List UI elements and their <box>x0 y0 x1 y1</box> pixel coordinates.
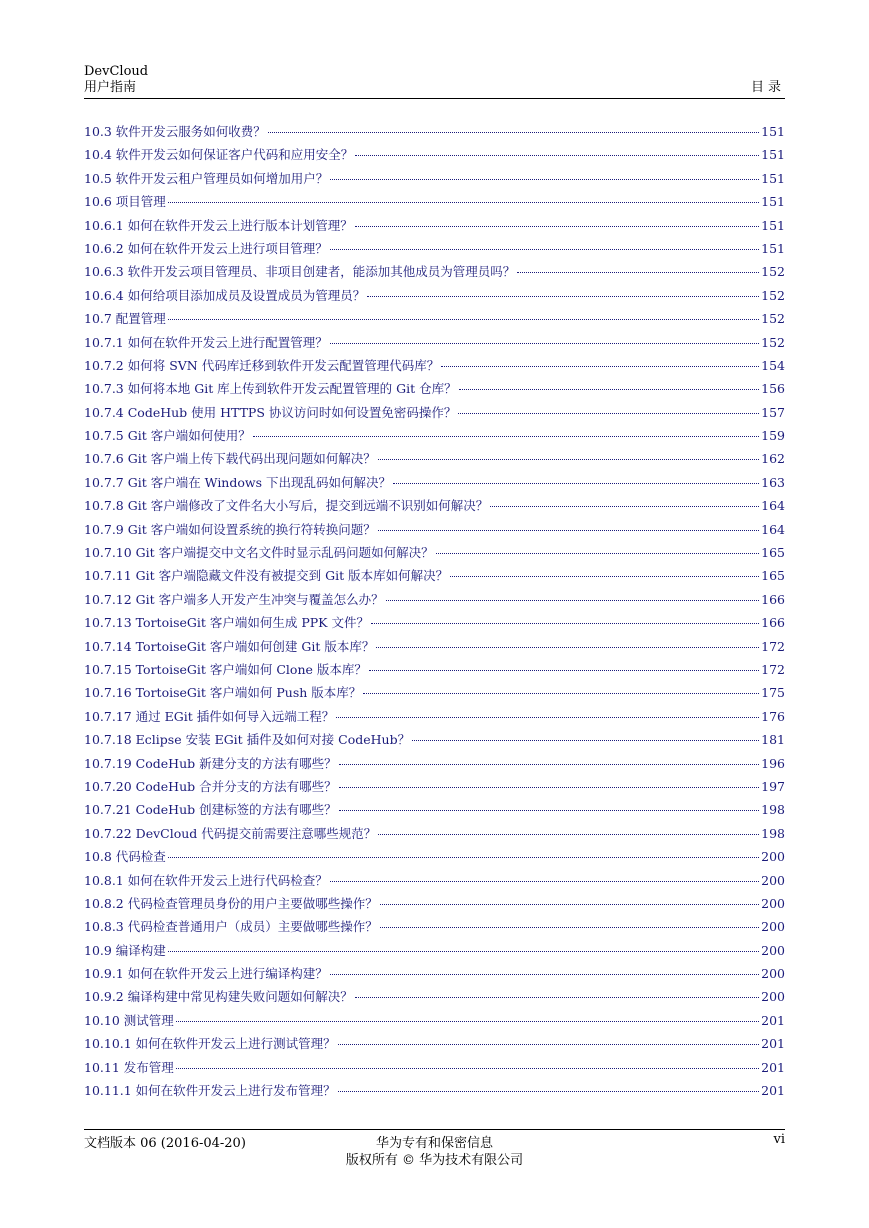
toc-entry-page-number[interactable]: 164 <box>761 498 785 514</box>
toc-entry-title[interactable]: 10.7.19 CodeHub 新建分支的方法有哪些？ <box>84 755 337 771</box>
toc-dot-leader <box>338 1044 759 1045</box>
toc-entry[interactable] <box>84 962 785 985</box>
header-guide-title: 用户指南 <box>84 80 137 95</box>
toc-entry[interactable] <box>84 1056 785 1079</box>
toc-entry-title[interactable]: 10.7.2 如何将 SVN 代码库迁移到软件开发云配置管理代码库？ <box>84 357 440 373</box>
toc-dot-leader <box>339 764 760 765</box>
toc-dot-leader <box>378 530 759 531</box>
toc-entry[interactable] <box>84 658 785 681</box>
toc-entry-title[interactable]: 10.6.2 如何在软件开发云上进行项目管理？ <box>84 240 328 256</box>
toc-entry-page-number[interactable]: 151 <box>761 170 785 186</box>
toc-entry[interactable] <box>84 354 785 377</box>
toc-entry-title[interactable]: 10.7.20 CodeHub 合并分支的方法有哪些？ <box>84 778 337 794</box>
toc-dot-leader <box>339 810 760 811</box>
toc-entry-page-number[interactable]: 151 <box>761 194 785 210</box>
toc-entry-title[interactable]: 10.7.15 TortoiseGit 客户端如何 Clone 版本库？ <box>84 661 367 677</box>
toc-dot-leader <box>168 951 759 952</box>
toc-entry-title[interactable]: 10.7.16 TortoiseGit 客户端如何 Push 版本库？ <box>84 685 362 701</box>
toc-entry-page-number[interactable]: 151 <box>761 240 785 256</box>
toc-entry[interactable] <box>84 237 785 260</box>
toc-entry-page-number[interactable]: 200 <box>761 849 785 865</box>
toc-entry[interactable] <box>84 635 785 658</box>
toc-entry-page-number[interactable]: 196 <box>761 755 785 771</box>
page-header <box>84 64 785 99</box>
toc-entry-title[interactable]: 10.7.3 如何将本地 Git 库上传到软件开发云配置管理的 Git 仓库？ <box>84 381 457 397</box>
toc-entry-page-number[interactable]: 172 <box>761 661 785 677</box>
toc-entry[interactable] <box>84 564 785 587</box>
toc-entry-title[interactable]: 10.9.2 编译构建中常见构建失败问题如何解决？ <box>84 989 353 1005</box>
toc-entry-page-number[interactable]: 166 <box>761 591 785 607</box>
toc-entry-title[interactable]: 10.7.10 Git 客户端提交中文名文件时显示乱码问题如何解决？ <box>84 545 434 561</box>
page-footer <box>84 1129 785 1170</box>
footer-page-number: vi <box>773 1132 785 1147</box>
toc-entry[interactable] <box>84 1009 785 1032</box>
toc-dot-leader <box>338 1091 759 1092</box>
toc-entry-title[interactable]: 10.7.22 DevCloud 代码提交前需要注意哪些规范？ <box>84 825 377 841</box>
toc-dot-leader <box>378 834 759 835</box>
toc-entry-title[interactable]: 10.11 发布管理 <box>84 1059 174 1075</box>
toc-entry-title[interactable]: 10.9.1 如何在软件开发云上进行编译构建？ <box>84 966 328 982</box>
toc-entry[interactable] <box>84 588 785 611</box>
toc-entry-page-number[interactable]: 172 <box>761 638 785 654</box>
toc-entry[interactable] <box>84 447 785 470</box>
toc-entry-page-number[interactable]: 201 <box>761 1012 785 1028</box>
toc-entry-title[interactable]: 10.7.7 Git 客户端在 Windows 下出现乱码如何解决？ <box>84 474 391 490</box>
toc-entry-page-number[interactable]: 201 <box>761 1059 785 1075</box>
toc-entry[interactable] <box>84 892 785 915</box>
toc-entry-page-number[interactable]: 165 <box>761 545 785 561</box>
toc-entry-page-number[interactable]: 201 <box>761 1083 785 1099</box>
toc-dot-leader <box>168 319 759 320</box>
toc-entry-title[interactable]: 10.7.6 Git 客户端上传下载代码出现问题如何解决？ <box>84 451 376 467</box>
toc-entry-title[interactable]: 10.7.11 Git 客户端隐藏文件没有被提交到 Git 版本库如何解决？ <box>84 568 449 584</box>
toc-entry-page-number[interactable]: 197 <box>761 778 785 794</box>
toc-entry-page-number[interactable]: 162 <box>761 451 785 467</box>
toc-entry[interactable] <box>84 377 785 400</box>
toc-entry[interactable] <box>84 167 785 190</box>
toc-dot-leader <box>450 576 759 577</box>
toc-entry[interactable] <box>84 822 785 845</box>
toc-entry-title[interactable]: 10.6.1 如何在软件开发云上进行版本计划管理？ <box>84 217 353 233</box>
toc-dot-leader <box>380 927 759 928</box>
toc-entry-page-number[interactable]: 166 <box>761 615 785 631</box>
toc-entry-title[interactable]: 10.6 项目管理 <box>84 194 166 210</box>
toc-entry-title[interactable]: 10.6.4 如何给项目添加成员及设置成员为管理员？ <box>84 287 366 303</box>
toc-entry-page-number[interactable]: 156 <box>761 381 785 397</box>
toc-entry[interactable] <box>84 541 785 564</box>
toc-entry[interactable] <box>84 728 785 751</box>
toc-entry[interactable] <box>84 869 785 892</box>
toc-entry-page-number[interactable]: 151 <box>761 217 785 233</box>
toc-entry-page-number[interactable]: 201 <box>761 1036 785 1052</box>
toc-entry-page-number[interactable]: 152 <box>761 264 785 280</box>
toc-entry-page-number[interactable]: 152 <box>761 287 785 303</box>
toc-dot-leader <box>436 553 759 554</box>
toc-entry[interactable] <box>84 939 785 962</box>
toc-entry-title[interactable]: 10.7.9 Git 客户端如何设置系统的换行符转换问题？ <box>84 521 376 537</box>
toc-entry[interactable] <box>84 284 785 307</box>
toc-entry-page-number[interactable]: 151 <box>761 147 785 163</box>
toc-dot-leader <box>330 179 759 180</box>
toc-dot-leader <box>330 881 759 882</box>
toc-entry-title[interactable]: 10.11.1 如何在软件开发云上进行发布管理？ <box>84 1083 336 1099</box>
footer-confidential-notice: 华为专有和保密信息 <box>375 1136 493 1151</box>
toc-dot-leader <box>386 600 759 601</box>
toc-entry-title[interactable]: 10.7.21 CodeHub 创建标签的方法有哪些？ <box>84 802 337 818</box>
toc-dot-leader <box>330 249 759 250</box>
toc-entry-page-number[interactable]: 154 <box>761 357 785 373</box>
toc-entry[interactable] <box>84 214 785 237</box>
toc-dot-leader <box>253 436 759 437</box>
toc-entry-page-number[interactable]: 200 <box>761 942 785 958</box>
toc-dot-leader <box>176 1021 759 1022</box>
toc-entry-title[interactable]: 10.10.1 如何在软件开发云上进行测试管理？ <box>84 1036 336 1052</box>
toc-entry-title[interactable]: 10.8.3 代码检查普通用户（成员）主要做哪些操作？ <box>84 919 378 935</box>
toc-entry-title[interactable]: 10.7.1 如何在软件开发云上进行配置管理？ <box>84 334 328 350</box>
toc-entry-title[interactable]: 10.7 配置管理 <box>84 311 166 327</box>
toc-entry-page-number[interactable]: 198 <box>761 802 785 818</box>
toc-dot-leader <box>367 296 759 297</box>
toc-dot-leader <box>176 1068 759 1069</box>
toc-entry[interactable] <box>84 260 785 283</box>
toc-entry-title[interactable]: 10.3 软件开发云服务如何收费？ <box>84 124 266 139</box>
toc-dot-leader <box>330 343 759 344</box>
toc-entry-page-number[interactable]: 163 <box>761 474 785 490</box>
toc-dot-leader <box>490 506 759 507</box>
toc-entry[interactable] <box>84 120 785 143</box>
toc-entry-title[interactable]: 10.7.5 Git 客户端如何使用？ <box>84 428 251 444</box>
toc-entry-page-number[interactable]: 176 <box>761 708 785 724</box>
toc-dot-leader <box>458 413 759 414</box>
toc-dot-leader <box>517 272 759 273</box>
toc-entry-title[interactable]: 10.6.3 软件开发云项目管理员、非项目创建者，能添加其他成员为管理员吗？ <box>84 264 516 280</box>
toc-dot-leader <box>330 974 759 975</box>
toc-dot-leader <box>168 202 759 203</box>
toc-entry[interactable] <box>84 143 785 166</box>
toc-entry[interactable] <box>84 1079 785 1102</box>
toc-entry-page-number[interactable]: 200 <box>761 872 785 888</box>
toc-entry[interactable] <box>84 845 785 868</box>
toc-entry-title[interactable]: 10.5 软件开发云租户管理员如何增加用户？ <box>84 170 329 186</box>
toc-entry-title[interactable]: 10.7.17 通过 EGit 插件如何导入远端工程？ <box>84 708 335 724</box>
toc-entry[interactable] <box>84 681 785 704</box>
toc-dot-leader <box>412 740 759 741</box>
toc-entry[interactable] <box>84 705 785 728</box>
toc-dot-leader <box>393 483 759 484</box>
header-section-title: 目录 <box>750 80 785 95</box>
toc-entry-page-number[interactable]: 159 <box>761 428 785 444</box>
toc-dot-leader <box>459 389 760 390</box>
toc-entry-page-number[interactable]: 152 <box>761 334 785 350</box>
toc-entry-title[interactable]: 10.7.14 TortoiseGit 客户端如何创建 Git 版本库？ <box>84 638 375 654</box>
toc-dot-leader <box>339 787 760 788</box>
toc-entry[interactable] <box>84 915 785 938</box>
toc-entry[interactable] <box>84 190 785 213</box>
toc-dot-leader <box>363 693 759 694</box>
toc-entry[interactable] <box>84 752 785 775</box>
toc-dot-leader <box>336 717 759 718</box>
toc-entry-page-number[interactable]: 157 <box>761 404 785 420</box>
toc-entry[interactable] <box>84 331 785 354</box>
toc-entry[interactable] <box>84 401 785 424</box>
footer-copyright: 版权所有 © 华为技术有限公司 <box>345 1153 524 1168</box>
toc-entry[interactable] <box>84 798 785 821</box>
toc-entry-page-number[interactable]: 198 <box>761 825 785 841</box>
toc-entry-title[interactable]: 10.10 测试管理 <box>84 1012 174 1028</box>
toc-dot-leader <box>168 857 759 858</box>
toc-entry-page-number[interactable]: 181 <box>761 732 785 748</box>
toc-dot-leader <box>369 670 759 671</box>
footer-doc-version: 文档版本 06 (2016-04-20) <box>84 1136 246 1151</box>
toc-dot-leader <box>380 904 759 905</box>
toc-entry-title[interactable]: 10.4 软件开发云如何保证客户代码和应用安全？ <box>84 147 354 163</box>
toc-entry-title[interactable]: 10.9 编译构建 <box>84 942 166 958</box>
toc-entry-page-number[interactable]: 200 <box>761 919 785 935</box>
table-of-contents <box>84 120 785 1102</box>
toc-entry-title[interactable]: 10.7.4 CodeHub 使用 HTTPS 协议访问时如何设置免密码操作？ <box>84 404 457 420</box>
toc-entry[interactable] <box>84 985 785 1008</box>
toc-entry[interactable] <box>84 1032 785 1055</box>
toc-entry[interactable] <box>84 494 785 517</box>
toc-entry-title[interactable]: 10.7.13 TortoiseGit 客户端如何生成 PPK 文件？ <box>84 615 369 631</box>
toc-entry[interactable] <box>84 611 785 634</box>
toc-entry-page-number[interactable]: 152 <box>761 311 785 327</box>
toc-entry[interactable] <box>84 775 785 798</box>
toc-entry[interactable] <box>84 424 785 447</box>
toc-dot-leader <box>441 366 759 367</box>
toc-entry-page-number[interactable]: 200 <box>761 989 785 1005</box>
toc-entry-title[interactable]: 10.8 代码检查 <box>84 849 166 865</box>
toc-entry-page-number[interactable]: 200 <box>761 895 785 911</box>
toc-entry-title[interactable]: 10.7.12 Git 客户端多人开发产生冲突与覆盖怎么办？ <box>84 591 384 607</box>
toc-entry[interactable] <box>84 518 785 541</box>
toc-dot-leader <box>355 226 759 227</box>
toc-dot-leader <box>355 997 759 998</box>
toc-dot-leader <box>355 155 759 156</box>
toc-entry[interactable] <box>84 471 785 494</box>
toc-dot-leader <box>268 132 759 133</box>
toc-entry-title[interactable]: 10.8.2 代码检查管理员身份的用户主要做哪些操作？ <box>84 895 378 911</box>
toc-entry-title[interactable]: 10.7.8 Git 客户端修改了文件名大小写后，提交到远端不识别如何解决？ <box>84 498 489 514</box>
toc-entry-page-number[interactable]: 165 <box>761 568 785 584</box>
toc-entry-page-number[interactable]: 175 <box>761 685 785 701</box>
toc-entry-page-number[interactable]: 164 <box>761 521 785 537</box>
header-product-name: DevCloud <box>84 64 149 79</box>
toc-dot-leader <box>378 459 759 460</box>
toc-entry-page-number[interactable]: 151 <box>761 124 785 139</box>
toc-entry-title[interactable]: 10.8.1 如何在软件开发云上进行代码检查？ <box>84 872 328 888</box>
toc-dot-leader <box>371 623 759 624</box>
toc-entry-page-number[interactable]: 200 <box>761 966 785 982</box>
toc-entry[interactable] <box>84 307 785 330</box>
toc-entry-title[interactable]: 10.7.18 Eclipse 安装 EGit 插件及如何对接 CodeHub？ <box>84 732 411 748</box>
toc-dot-leader <box>376 647 759 648</box>
